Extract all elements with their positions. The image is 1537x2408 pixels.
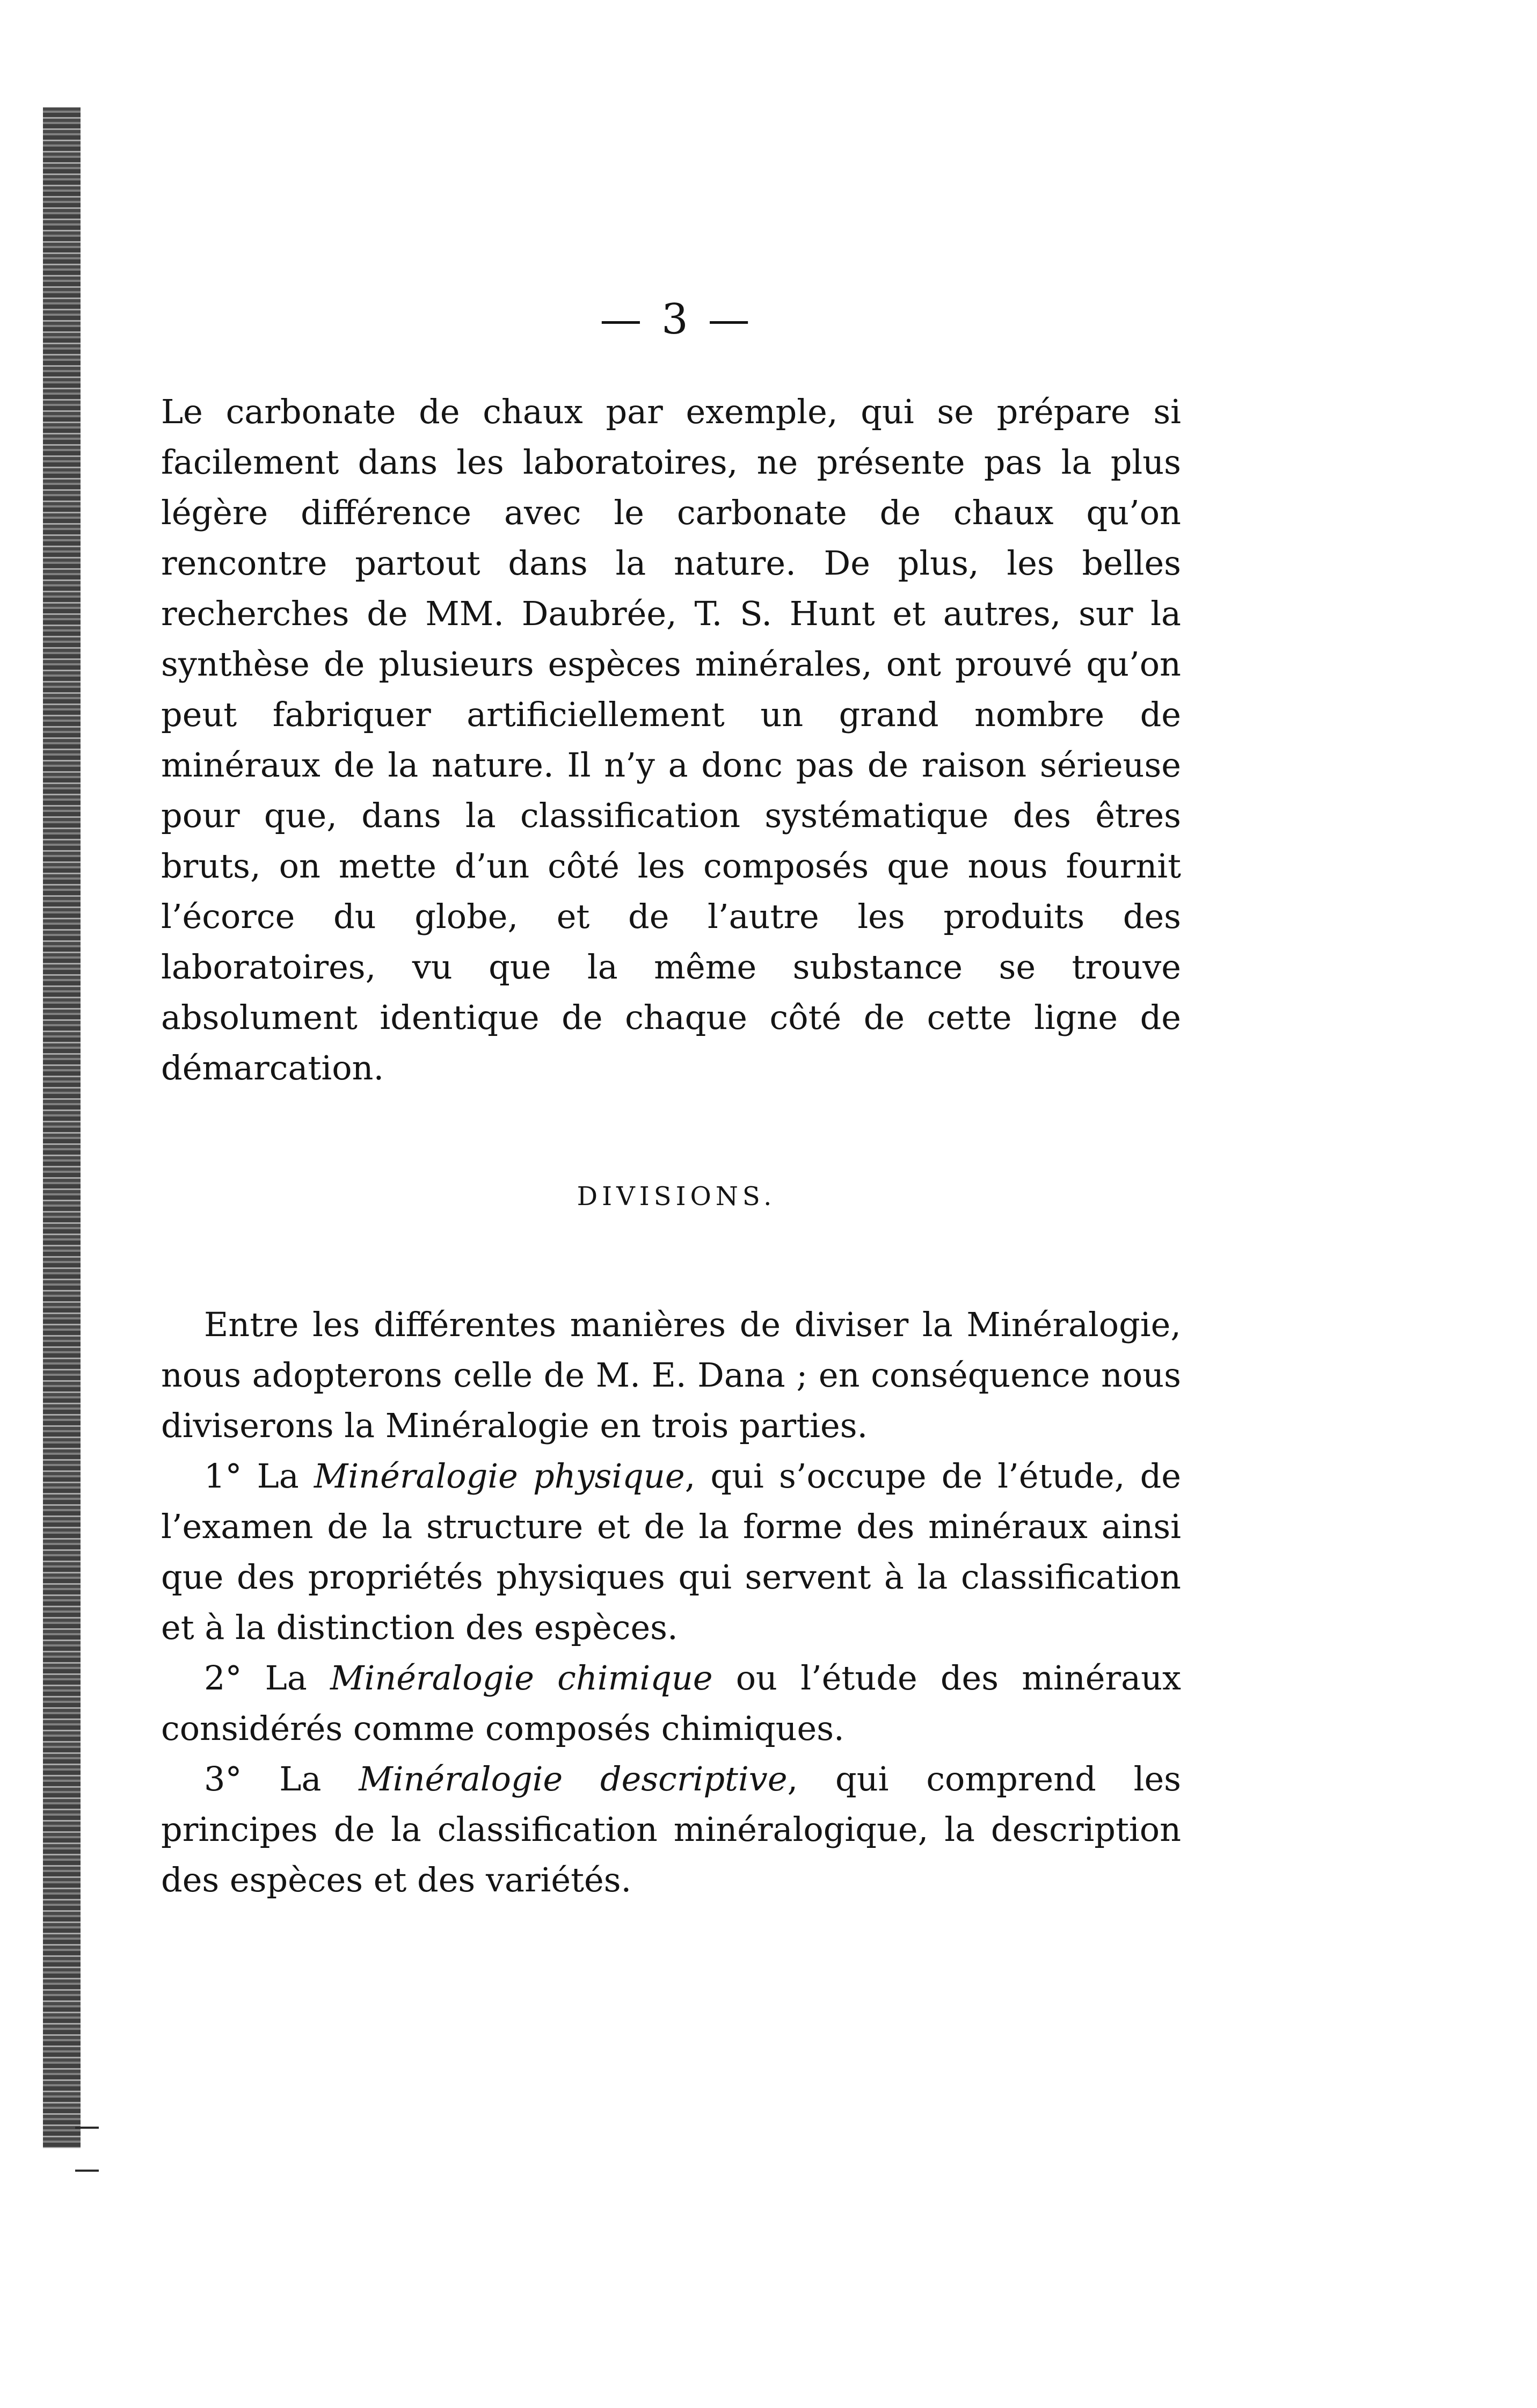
list-item [161,1451,1181,1653]
item-title: Minéralogie descriptive [359,1759,788,1798]
paragraph-text: Le carbonate de chaux par exemple, qui se prépare si facilement dans les laboratoires, ne présente pas la plus légère différence avec le carbonate de chaux qu’on rencontre partout dans la nature. De plus, les belles recherches de MM. Daubrée, T. S. Hunt et autres, sur la synthèse de plusieurs espèces minérales, ont prouvé qu’on peut fabriquer artificiellement un grand nombre de minéraux de la nature. Il n’y a donc pas de raison sérieuse pour que, dans la classification systématique des êtres bruts, on mette d’un côté les composés que nous fournit l’écorce du globe, et de l’autre les produits des laboratoires, vu que la même substance se trouve absolument identique de chaque côté de cette ligne de démarcation. [161,392,1181,1087]
item-description: , qui comprend les principes de la classification minéralogique, la description des espèces et des variétés. [161,1759,1181,1899]
scanned-binding-edge [43,107,81,2148]
item-title: Minéralogie physique [314,1456,685,1496]
binding-mark [75,2170,99,2172]
binding-mark [75,2127,99,2129]
item-article: La [257,1456,299,1496]
divisions-section [161,1300,1181,1905]
item-description: , qui s’occupe de l’étude, de l’examen de la structure et de la forme des minéraux ainsi que des propriétés physiques qui servent à la classification et à la distinction des espèces. [161,1456,1181,1647]
paragraph-intro: Entre les différentes manières de diviser la Minéralogie, nous adopterons celle de M. E. Dana ; en conséquence nous diviserons la Minéralogie en trois parties. [161,1305,1181,1445]
item-article: La [279,1759,322,1798]
paragraph-synthesis [161,387,1181,1093]
item-article: La [265,1658,307,1698]
section-heading: DIVISIONS. [577,1181,776,1212]
item-title: Minéralogie chimique [330,1658,713,1698]
list-item [161,1754,1181,1905]
item-number: 1° [204,1456,242,1496]
item-number: 3° [204,1759,242,1798]
item-number: 2° [204,1658,242,1698]
page-number: — 3 — [600,295,753,344]
list-item [161,1653,1181,1754]
item-description: ou l’étude des minéraux considérés comme composés chimiques. [161,1658,1181,1748]
